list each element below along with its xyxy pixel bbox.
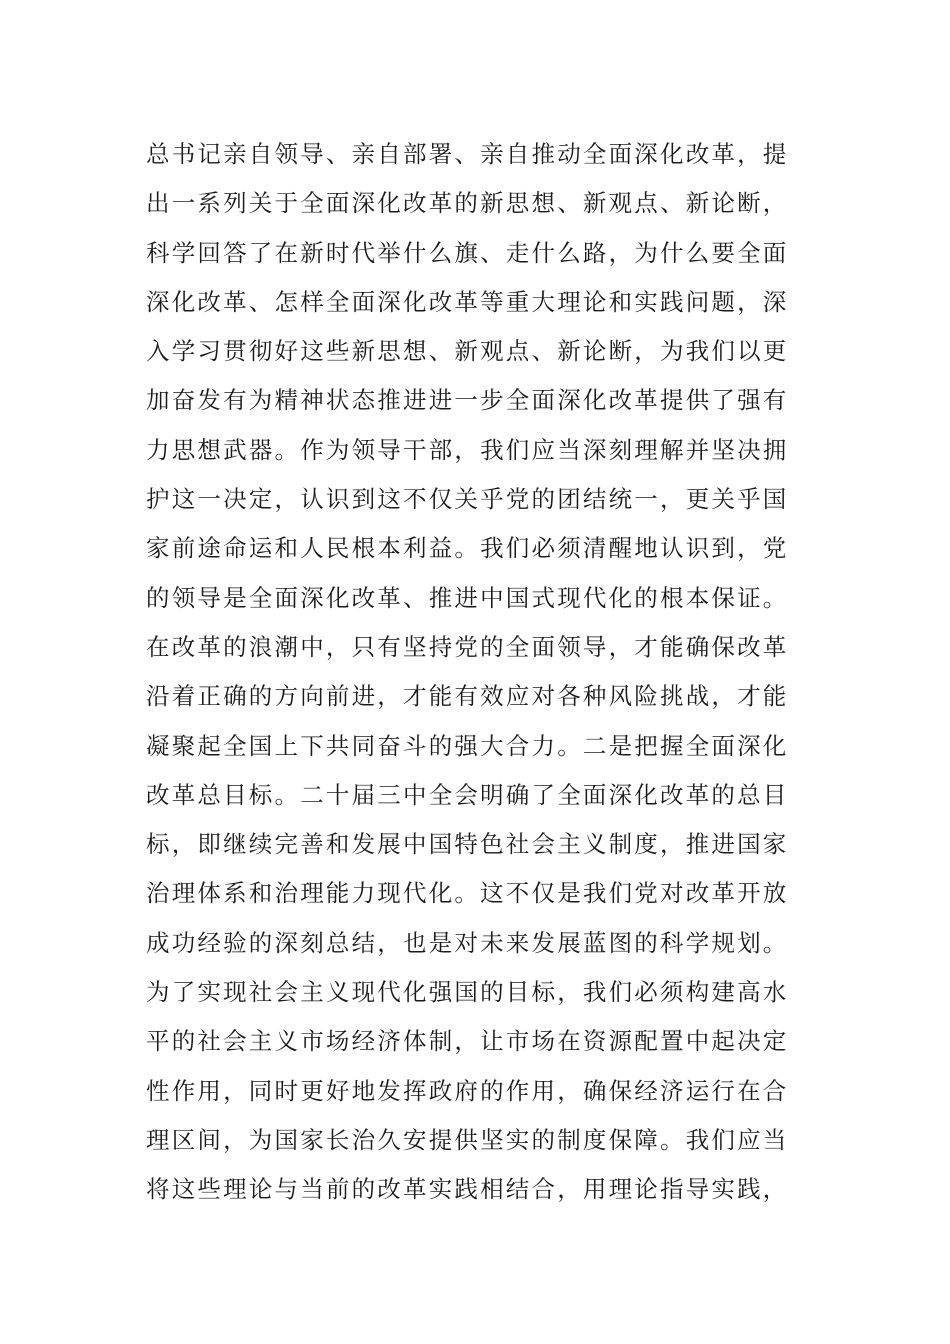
body-text <box>146 130 816 1215</box>
text-line: 入学习贯彻好这些新思想、新观点、新论断，为我们以更 <box>146 337 789 366</box>
text-line: 力思想武器。作为领导干部，我们应当深刻理解并坚决拥 <box>146 435 789 464</box>
text-line: 凝聚起全国上下共同奋斗的强大合力。二是把握全面深化 <box>146 731 789 760</box>
text-line: 将这些理论与当前的改革实践相结合，用理论指导实践， <box>146 1175 789 1204</box>
text-line: 为了实现社会主义现代化强国的目标，我们必须构建高水 <box>146 978 789 1007</box>
text-line: 沿着正确的方向前进，才能有效应对各种风险挑战，才能 <box>146 682 789 711</box>
text-line: 在改革的浪潮中，只有坚持党的全面领导，才能确保改革 <box>146 632 789 661</box>
text-line: 性作用，同时更好地发挥政府的作用，确保经济运行在合 <box>146 1076 789 1105</box>
text-line: 的领导是全面深化改革、推进中国式现代化的根本保证。 <box>146 583 789 612</box>
text-line: 科学回答了在新时代举什么旗、走什么路，为什么要全面 <box>146 238 789 267</box>
text-line: 总书记亲自领导、亲自部署、亲自推动全面深化改革，提 <box>146 140 789 168</box>
text-line: 家前途命运和人民根本利益。我们必须清醒地认识到，党 <box>146 534 789 563</box>
text-line: 理区间，为国家长治久安提供坚实的制度保障。我们应当 <box>146 1125 789 1154</box>
text-line: 出一系列关于全面深化改革的新思想、新观点、新论断， <box>146 189 789 218</box>
text-line: 成功经验的深刻总结，也是对未来发展蓝图的科学规划。 <box>146 928 789 957</box>
text-line: 平的社会主义市场经济体制，让市场在资源配置中起决定 <box>146 1027 789 1056</box>
text-line: 护这一决定，认识到这不仅关乎党的团结统一，更关乎国 <box>146 485 789 514</box>
text-line: 改革总目标。二十届三中全会明确了全面深化改革的总目 <box>146 780 789 809</box>
text-line: 治理体系和治理能力现代化。这不仅是我们党对改革开放 <box>146 879 789 908</box>
text-line: 深化改革、怎样全面深化改革等重大理论和实践问题，深 <box>146 287 789 316</box>
text-line: 加奋发有为精神状态推进进一步全面深化改革提供了强有 <box>146 386 789 415</box>
text-line: 标，即继续完善和发展中国特色社会主义制度，推进国家 <box>146 830 789 859</box>
